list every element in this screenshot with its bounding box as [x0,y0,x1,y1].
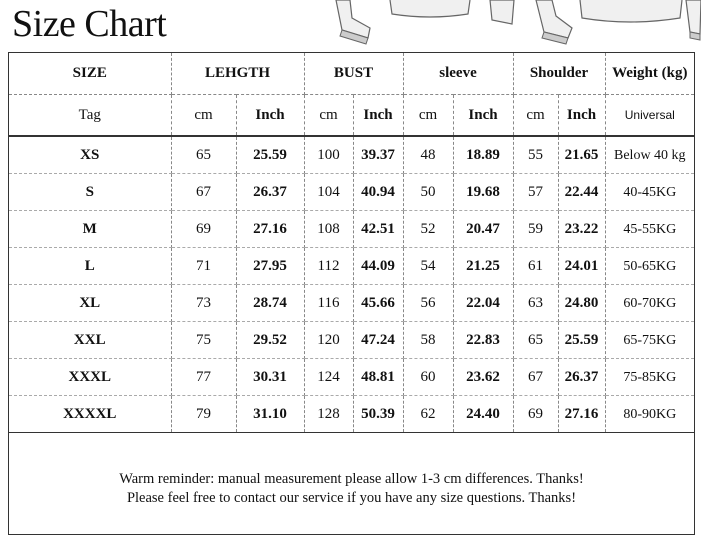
length-cm-cell: 79 [171,396,236,433]
sleeve-inch-cell: 23.62 [453,359,513,396]
unit-header-row [9,95,694,137]
table-row [9,285,694,322]
garment-illustration [330,0,701,48]
sleeve-cm-cell: 54 [403,248,453,285]
length-cm-cell: 67 [171,174,236,211]
length-inch-cell: 28.74 [236,285,304,322]
reminder-line-1: Warm reminder: manual measurement please allow 1-3 cm differences. Thanks! [119,471,584,487]
length-cm-cell: 73 [171,285,236,322]
length-inch-cell: 30.31 [236,359,304,396]
sleeve-cm-cell: 62 [403,396,453,433]
table-row [9,174,694,211]
size-cell: L [9,248,171,285]
sleeve-inch-cell: 21.25 [453,248,513,285]
tag-header: Tag [9,95,171,137]
sleeve-cm-cell: 50 [403,174,453,211]
length-cm-cell: 71 [171,248,236,285]
shoulder-cm-cell: 55 [513,136,558,174]
shoulder-inch-cell: 27.16 [558,396,605,433]
bust-cm-cell: 104 [304,174,353,211]
sleeve-inch-cell: 22.83 [453,322,513,359]
reminder-line-2: Please feel free to contact our service if you have any size questions. Thanks! [126,490,577,506]
bust-cm-cell: 124 [304,359,353,396]
length-inch-cell: 31.10 [236,396,304,433]
size-cell: XL [9,285,171,322]
table-row [9,322,694,359]
bust-inch-header: Inch [353,95,403,137]
weight-cell: 65-75KG [605,322,694,359]
shoulder-header: Shoulder [513,53,605,95]
sleeve-inch-cell: 22.04 [453,285,513,322]
table-row [9,248,694,285]
weight-cell: Below 40 kg [605,136,694,174]
size-cell: M [9,211,171,248]
size-header: SIZE [9,53,171,95]
size-cell: S [9,174,171,211]
bust-inch-cell: 47.24 [353,322,403,359]
length-inch-header: Inch [236,95,304,137]
size-chart-table [9,53,694,433]
group-header-row [9,53,694,95]
length-inch-cell: 26.37 [236,174,304,211]
bust-inch-cell: 39.37 [353,136,403,174]
length-cm-cell: 77 [171,359,236,396]
warm-reminder [9,470,694,508]
bust-header: BUST [304,53,403,95]
bust-inch-cell: 45.66 [353,285,403,322]
shoulder-inch-cell: 24.80 [558,285,605,322]
bust-cm-cell: 100 [304,136,353,174]
length-cm-cell: 69 [171,211,236,248]
weight-header: Weight (kg) [605,53,694,95]
length-cm-cell: 75 [171,322,236,359]
shoulder-cm-cell: 57 [513,174,558,211]
sleeve-cm-header: cm [403,95,453,137]
page-title: Size Chart [12,3,167,45]
bust-cm-cell: 120 [304,322,353,359]
shoulder-inch-cell: 24.01 [558,248,605,285]
bust-cm-cell: 128 [304,396,353,433]
bust-inch-cell: 40.94 [353,174,403,211]
length-inch-cell: 29.52 [236,322,304,359]
bust-inch-cell: 44.09 [353,248,403,285]
bust-cm-cell: 112 [304,248,353,285]
weight-cell: 50-65KG [605,248,694,285]
length-header: LEHGTH [171,53,304,95]
shoulder-inch-cell: 21.65 [558,136,605,174]
weight-cell: 75-85KG [605,359,694,396]
sleeve-cm-cell: 60 [403,359,453,396]
size-cell: XXL [9,322,171,359]
sleeve-inch-cell: 24.40 [453,396,513,433]
bust-inch-cell: 50.39 [353,396,403,433]
size-cell: XS [9,136,171,174]
bust-inch-cell: 42.51 [353,211,403,248]
shoulder-cm-header: cm [513,95,558,137]
length-inch-cell: 27.95 [236,248,304,285]
bust-inch-cell: 48.81 [353,359,403,396]
sleeve-cm-cell: 58 [403,322,453,359]
sleeve-cm-cell: 52 [403,211,453,248]
shoulder-inch-cell: 22.44 [558,174,605,211]
sleeve-inch-cell: 20.47 [453,211,513,248]
shoulder-inch-cell: 23.22 [558,211,605,248]
bust-cm-cell: 116 [304,285,353,322]
shoulder-cm-cell: 63 [513,285,558,322]
bust-cm-cell: 108 [304,211,353,248]
sleeve-cm-cell: 48 [403,136,453,174]
size-cell: XXXL [9,359,171,396]
sleeve-cm-cell: 56 [403,285,453,322]
weight-cell: 45-55KG [605,211,694,248]
sleeve-inch-cell: 18.89 [453,136,513,174]
table-row [9,211,694,248]
shoulder-inch-cell: 26.37 [558,359,605,396]
length-cm-header: cm [171,95,236,137]
shoulder-cm-cell: 61 [513,248,558,285]
length-inch-cell: 27.16 [236,211,304,248]
size-cell: XXXXL [9,396,171,433]
length-inch-cell: 25.59 [236,136,304,174]
shoulder-cm-cell: 67 [513,359,558,396]
shoulder-cm-cell: 69 [513,396,558,433]
weight-cell: 80-90KG [605,396,694,433]
sleeve-inch-header: Inch [453,95,513,137]
shoulder-cm-cell: 59 [513,211,558,248]
shoulder-cm-cell: 65 [513,322,558,359]
sleeve-header: sleeve [403,53,513,95]
shoulder-inch-cell: 25.59 [558,322,605,359]
table-row [9,359,694,396]
shoulder-inch-header: Inch [558,95,605,137]
bust-cm-header: cm [304,95,353,137]
weight-cell: 60-70KG [605,285,694,322]
weight-cell: 40-45KG [605,174,694,211]
table-row [9,136,694,174]
sleeve-inch-cell: 19.68 [453,174,513,211]
weight-unit-header: Universal [605,95,694,137]
table-row [9,396,694,433]
length-cm-cell: 65 [171,136,236,174]
